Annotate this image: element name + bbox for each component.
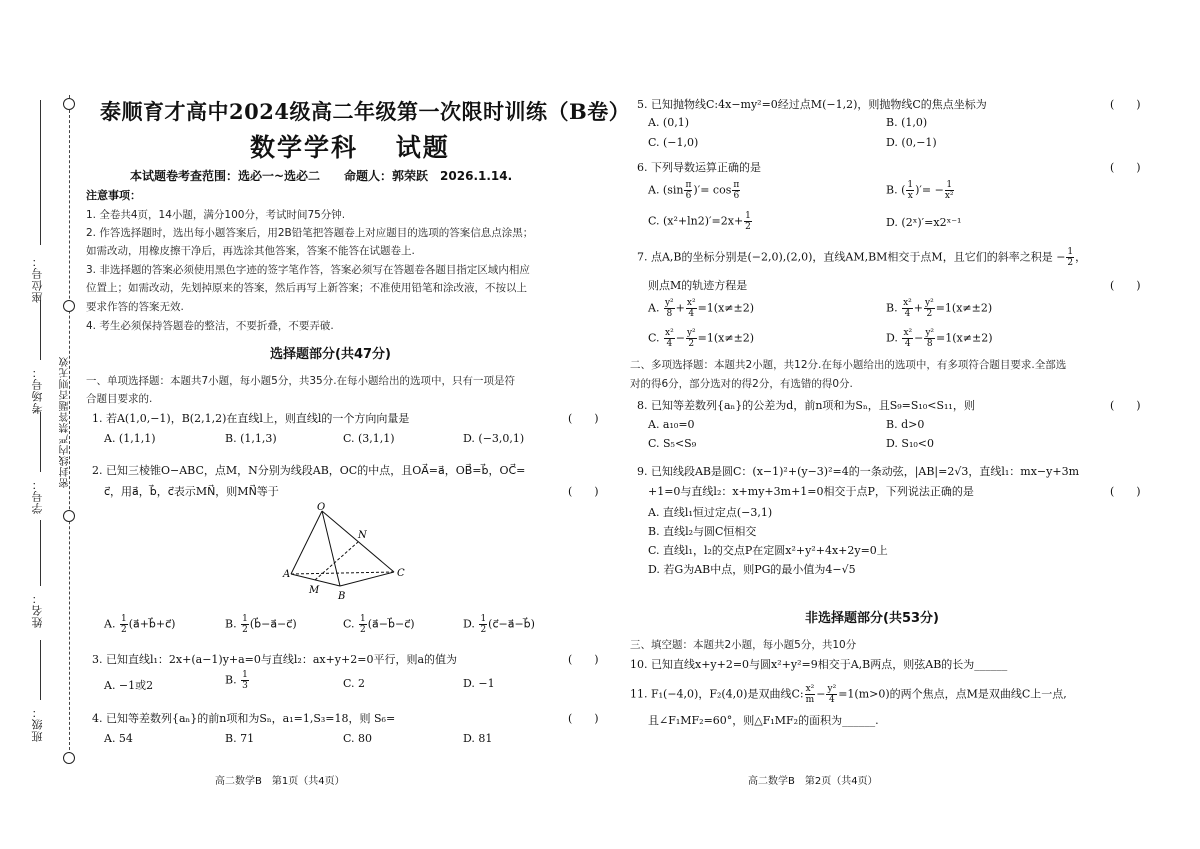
fraction — [359, 614, 367, 635]
option-expr: )′= − — [915, 183, 944, 197]
numerator: 1 — [1067, 247, 1074, 257]
q4-option-a: A. 54 — [104, 732, 133, 745]
numerator: x² — [903, 328, 913, 338]
fraction — [120, 614, 128, 635]
q9-answer-paren: ( ) — [1110, 485, 1141, 498]
note-line: 要求作答的答案无效. — [86, 301, 184, 313]
denominator: 4 — [828, 695, 835, 705]
option-prefix: C. — [343, 617, 355, 631]
numerator: 1 — [946, 180, 953, 190]
q11-stem — [630, 684, 1067, 705]
q1-option-b: B. (1,1,3) — [225, 432, 277, 445]
option-expr: (b⃗−a⃗−c⃗) — [249, 617, 297, 631]
class-label: 班级： — [31, 706, 44, 742]
option-expr: (a⃗−b⃗−c⃗) — [367, 617, 415, 631]
numerator: y² — [827, 684, 837, 694]
label-c: C — [397, 568, 405, 579]
q1-option-d: D. (−3,0,1) — [463, 432, 525, 445]
q2-option-a — [104, 614, 175, 635]
fraction — [241, 670, 249, 691]
edge-ac-hidden — [291, 572, 394, 574]
note-line: 3. 非选择题的答案必须使用黑色字迹的签字笔作答，答案必须写在答题卷各题目指定区域内相应 — [86, 264, 530, 276]
q4-answer-paren: ( ) — [568, 712, 599, 725]
q2-option-d — [463, 614, 535, 635]
q7-stem — [637, 247, 1086, 268]
stem-text: 7. 点A,B的坐标分别是(−2,0),(2,0)，直线AM,BM相交于点M，且它们的斜率之积是 − — [637, 250, 1066, 264]
option-prefix: B. — [225, 617, 237, 631]
part1-description: 合题目要求的. — [86, 393, 153, 405]
operator: − — [914, 331, 924, 345]
edge-oc — [322, 511, 394, 572]
page-footer-left: 高二数学B 第1页（共4页） — [215, 776, 345, 787]
denominator: m — [805, 695, 815, 705]
q8-stem: 8. 已知等差数列{aₙ}的公差为d，前n项和为Sₙ，且S₉=S₁₀<S₁₁，则 — [637, 399, 975, 412]
seal-warning: 密封线内严禁答题否则无效 — [60, 356, 71, 488]
q2-stem: c⃗，用a⃗，b⃗，c⃗表示MN⃗，则MN⃗等于 — [104, 485, 279, 498]
q7-stem: 则点M的轨迹方程是 — [648, 279, 748, 292]
fraction — [924, 328, 935, 349]
q3-option-d: D. −1 — [463, 677, 495, 690]
binding-hole — [63, 510, 75, 522]
student-id-label: 学号： — [31, 478, 44, 514]
part2-description: 对的得6分，部分选对的得2分，有选错的得0分. — [630, 378, 853, 390]
option-expr: =1(x≠±2) — [697, 301, 754, 315]
q6-option-b — [886, 180, 955, 201]
q5-option-c: C. (−1,0) — [648, 136, 699, 149]
choice-section-title: 选择题部分(共47分) — [270, 347, 391, 362]
option-prefix: D. — [886, 331, 898, 345]
q2-stem: 2. 已知三棱锥O−ABC，点M，N分别为线段AB，OC的中点，且OA⃗=a⃗，OB⃗=b⃗，OC⃗= — [92, 464, 526, 477]
seat-number-line — [40, 100, 41, 245]
q8-option-d: D. S₁₀<0 — [886, 437, 934, 450]
numerator: π — [685, 180, 692, 190]
exam-page-2 — [620, 0, 1200, 849]
option-expr: =1(x≠±2) — [935, 301, 993, 315]
denominator: 2 — [1067, 258, 1074, 268]
numerator: π — [733, 180, 740, 190]
non-choice-section-title: 非选择题部分(共53分) — [805, 611, 939, 626]
q6-stem: 6. 下列导数运算正确的是 — [637, 161, 761, 174]
exam-room-label: 考场号： — [31, 366, 44, 414]
seat-number-label: 座位号： — [31, 255, 44, 303]
binding-hole — [63, 752, 75, 764]
exam-title: 泰顺育才高中2024级高二年级第一次限时训练（B卷） — [100, 99, 631, 124]
q9-option-d: D. 若G为AB中点，则PG的最小值为4−√5 — [648, 563, 856, 576]
name-label: 姓名： — [31, 592, 44, 628]
binding-hole — [63, 98, 75, 110]
q8-option-a: A. a₁₀=0 — [648, 418, 695, 431]
q7-option-b — [886, 298, 992, 319]
q1-stem: 1. 若A(1,0,−1)，B(2,1,2)在直线l上，则直线l的一个方向向量是 — [92, 412, 410, 425]
q4-option-d: D. 81 — [463, 732, 493, 745]
q11-stem: 且∠F₁MF₂=60°，则△F₁MF₂的面积为______. — [648, 714, 879, 727]
q1-option-c: C. (3,1,1) — [343, 432, 395, 445]
q2-option-c — [343, 614, 415, 635]
label-a: A — [283, 569, 291, 580]
q6-option-a — [648, 180, 741, 201]
option-expr: =1(x≠±2) — [697, 331, 755, 345]
q9-stem: +1=0与直线l₂：x+my+3m+1=0相交于点P，下列说法正确的是 — [648, 485, 974, 498]
edge-oa — [291, 511, 322, 574]
note-line: 2. 作答选择题时，选出每小题答案后，用2B铅笔把答题卷上对应题目的选项的答案信息点涂黑； — [86, 227, 534, 239]
stem-text: 11. F₁(−4,0)，F₂(4,0)是双曲线C: — [630, 687, 804, 701]
exam-subject-title: 数学学科 试题 — [250, 133, 450, 162]
denominator: 6 — [685, 191, 692, 201]
option-prefix: A. — [648, 301, 660, 315]
q5-stem: 5. 已知抛物线C:4x−my²=0经过点M(−1,2)，则抛物线C的焦点坐标为 — [637, 98, 987, 111]
stem-text: ， — [1075, 250, 1087, 264]
denominator: 2 — [745, 222, 751, 232]
q3-option-b — [225, 670, 250, 691]
fraction — [902, 328, 913, 349]
exam-scope-line: 本试题卷考查范围：选必一~选必二 命题人：郭荣跃 2026.1.14. — [130, 169, 513, 183]
numerator: x² — [665, 328, 674, 338]
denominator: x — [907, 191, 913, 201]
q9-stem: 9. 已知线段AB是圆C：(x−1)²+(y−3)²=4的一条动弦，|AB|=2√3，直线l₁：mx−y+3m — [637, 465, 1080, 478]
q2-answer-paren: ( ) — [568, 485, 599, 498]
numerator: 1 — [745, 211, 751, 221]
q1-option-a: A. (1,1,1) — [104, 432, 156, 445]
option-prefix: C. (x²+ln2)′=2x+ — [648, 214, 744, 228]
numerator: y² — [664, 298, 674, 308]
q3-option-a: A. −1或2 — [104, 679, 154, 692]
label-o: O — [317, 502, 326, 513]
q7-answer-paren: ( ) — [1110, 279, 1141, 292]
fraction — [479, 614, 487, 635]
note-line: 1. 全卷共4页，14小题，满分100分，考试时间75分钟. — [86, 209, 346, 221]
notes-heading: 注意事项： — [86, 189, 141, 202]
q8-answer-paren: ( ) — [1110, 399, 1141, 412]
label-m: M — [309, 585, 320, 596]
denominator: 2 — [688, 339, 695, 349]
fraction — [664, 328, 675, 349]
fraction — [732, 180, 740, 201]
q2-option-b — [225, 614, 297, 635]
note-line: 4. 考生必须保持答题卷的整洁，不要折叠，不要弄破. — [86, 320, 334, 332]
part1-description: 一、单项选择题：本题共7小题，每小题5分，共35分.在每小题给出的选项中，只有一项是符 — [86, 375, 516, 387]
fraction — [924, 298, 935, 319]
denominator: 2 — [242, 625, 248, 635]
binding-hole — [63, 300, 75, 312]
q3-stem: 3. 已知直线l₁：2x+(a−1)y+a=0与直线l₂：ax+y+2=0平行，则a的值为 — [92, 653, 458, 666]
exam-room-line — [40, 300, 41, 360]
note-line: 位置上；如需改动，先划掉原来的答案，然后再写上新答案；不准使用铅笔和涂改液，不按以上 — [86, 282, 527, 294]
denominator: 8 — [926, 339, 933, 349]
part2-description: 二、多项选择题：本题共2小题，共12分.在每小题给出的选项中，有多项符合题目要求.全部选 — [630, 359, 1067, 371]
q5-option-d: D. (0,−1) — [886, 136, 937, 149]
option-expr: (a⃗+b⃗+c⃗) — [128, 617, 176, 631]
q10-stem: 10. 已知直线x+y+2=0与圆x²+y²=9相交于A,B两点，则弦AB的长为______ — [630, 658, 1008, 671]
q8-option-c: C. S₅<S₉ — [648, 437, 697, 450]
option-prefix: C. — [648, 331, 660, 345]
q5-option-a: A. (0,1) — [648, 116, 690, 129]
fraction — [902, 298, 913, 319]
option-prefix: B. — [886, 301, 898, 315]
numerator: 1 — [120, 614, 127, 624]
operator: + — [675, 301, 685, 315]
fraction — [684, 180, 692, 201]
edge-ob — [322, 511, 340, 586]
denominator: 3 — [242, 681, 248, 691]
q1-answer-paren: ( ) — [568, 412, 599, 425]
note-line: 如需改动，用橡皮擦干净后，再选涂其他答案，答案不能答在试题卷上. — [86, 245, 415, 257]
fraction — [664, 298, 675, 319]
q8-option-b: B. d>0 — [886, 418, 925, 431]
numerator: 1 — [360, 614, 366, 624]
option-expr: (c⃗−a⃗−b⃗) — [488, 617, 535, 631]
fraction — [805, 684, 816, 705]
q9-option-b: B. 直线l₂与圆C恒相交 — [648, 525, 757, 538]
numerator: 1 — [907, 180, 914, 190]
denominator: 8 — [666, 309, 673, 319]
fraction — [945, 180, 954, 201]
operator: − — [675, 331, 685, 345]
q6-option-c — [648, 211, 753, 232]
label-b: B — [338, 591, 346, 602]
option-prefix: A. — [104, 617, 116, 631]
denominator: 4 — [904, 309, 911, 319]
student-id-line — [40, 412, 41, 472]
denominator: 2 — [120, 625, 127, 635]
numerator: 1 — [242, 670, 248, 680]
q9-option-c: C. 直线l₁，l₂的交点P在定圆x²+y²+4x+2y=0上 — [648, 544, 888, 557]
option-expr: )′= cos — [693, 183, 732, 197]
fraction — [686, 298, 697, 319]
denominator: 4 — [688, 309, 695, 319]
option-prefix: A. (sin — [648, 183, 684, 197]
q4-stem: 4. 已知等差数列{aₙ}的前n项和为Sₙ，a₁=1,S₃=18，则 S₆= — [92, 712, 396, 725]
q3-answer-paren: ( ) — [568, 653, 599, 666]
fraction — [744, 211, 752, 232]
fraction — [1066, 247, 1074, 268]
label-n: N — [358, 530, 367, 541]
fraction — [906, 180, 914, 201]
denominator: 2 — [926, 309, 933, 319]
q5-option-b: B. (1,0) — [886, 116, 928, 129]
q7-option-d — [886, 328, 992, 349]
numerator: 1 — [242, 614, 248, 624]
segment-mn-hidden — [315, 542, 358, 580]
operator: + — [913, 301, 923, 315]
option-prefix: B. ( — [886, 183, 906, 197]
q5-answer-paren: ( ) — [1110, 98, 1141, 111]
name-line — [40, 520, 41, 586]
numerator: y² — [925, 328, 935, 338]
edge-bc — [340, 572, 394, 586]
numerator: x² — [686, 298, 696, 308]
q7-option-c — [648, 328, 754, 349]
numerator: x² — [805, 684, 815, 694]
q7-option-a — [648, 298, 754, 319]
q6-option-d: D. (2ˣ)′=x2ˣ⁻¹ — [886, 216, 962, 229]
q9-option-a: A. 直线l₁恒过定点(−3,1) — [648, 506, 773, 519]
part3-description: 三、填空题：本题共2小题，每小题5分，共10分 — [630, 639, 857, 651]
numerator: y² — [686, 328, 696, 338]
denominator: 4 — [666, 339, 673, 349]
fraction — [241, 614, 249, 635]
q4-option-b: B. 71 — [225, 732, 255, 745]
q3-option-c: C. 2 — [343, 677, 366, 690]
option-prefix: B. — [225, 673, 237, 687]
denominator: 4 — [904, 339, 911, 349]
fraction — [686, 328, 697, 349]
denominator: 6 — [733, 191, 740, 201]
numerator: y² — [925, 298, 934, 308]
numerator: x² — [903, 298, 912, 308]
class-line — [40, 640, 41, 700]
fraction — [826, 684, 837, 705]
option-prefix: D. — [463, 617, 475, 631]
q4-option-c: C. 80 — [343, 732, 373, 745]
stem-text: =1(m>0)的两个焦点，点M是双曲线C上一点, — [838, 687, 1067, 701]
q6-answer-paren: ( ) — [1110, 161, 1141, 174]
tetrahedron-figure — [280, 500, 420, 605]
page-footer-right: 高二数学B 第2页（共4页） — [748, 776, 878, 787]
numerator: 1 — [480, 614, 487, 624]
option-expr: =1(x≠±2) — [936, 331, 993, 345]
operator: − — [816, 687, 826, 701]
denominator: x² — [944, 191, 954, 201]
denominator: 2 — [360, 625, 366, 635]
denominator: 2 — [480, 625, 487, 635]
